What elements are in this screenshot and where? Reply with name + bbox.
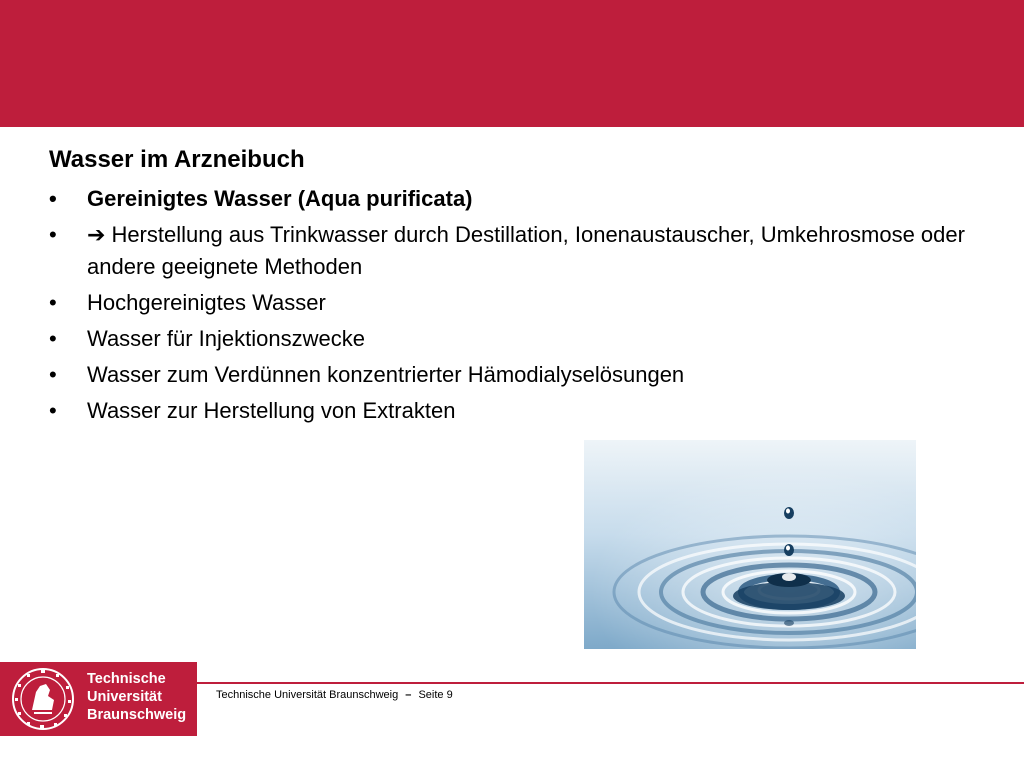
footer-institution: Technische Universität Braunschweig xyxy=(216,689,399,701)
bullet-item-haemodialyse xyxy=(49,359,989,391)
footer-page-number: Seite 9 xyxy=(418,689,453,701)
slide-content xyxy=(49,143,989,431)
logo-line-3: Braunschweig xyxy=(87,707,187,723)
bullet-list xyxy=(49,183,989,427)
logo-wordmark xyxy=(87,670,186,724)
footer-divider xyxy=(197,682,1024,684)
logo-line-1: Technische xyxy=(87,671,166,687)
footer-separator: – xyxy=(405,689,412,701)
bullet-dot: • xyxy=(49,290,57,315)
bullet-item-hochgereinigt xyxy=(49,287,989,319)
bullet-text: Wasser zum Verdünnen konzentrierter Hämodialyselösungen xyxy=(87,362,685,387)
bullet-text: Gereinigtes Wasser (Aqua purificata) xyxy=(87,186,473,211)
bullet-dot: • xyxy=(49,362,57,387)
slide-title: Wasser im Arzneibuch xyxy=(49,146,305,173)
bullet-item-aqua-purificata xyxy=(49,183,989,215)
bullet-item-injektion xyxy=(49,323,989,355)
bullet-text: Wasser zur Herstellung von Extrakten xyxy=(87,398,456,423)
bullet-text: Herstellung aus Trinkwasser durch Destillation, Ionenaustauscher, Umkehrosmose oder andere geeignete Methoden xyxy=(87,222,965,279)
bullet-dot: • xyxy=(49,222,57,247)
bullet-item-herstellung xyxy=(49,219,989,283)
water-drop-ripple-photo xyxy=(584,440,916,649)
arrow-icon: ➔ xyxy=(87,222,106,247)
bullet-text: Wasser für Injektionszwecke xyxy=(87,326,365,351)
footer-text xyxy=(216,689,453,701)
bullet-item-extrakte xyxy=(49,395,989,427)
university-logo xyxy=(0,662,197,736)
header-band xyxy=(0,0,1024,127)
logo-line-2: Universität xyxy=(87,689,162,705)
water-drop-ripple-icon xyxy=(584,440,916,649)
bullet-dot: • xyxy=(49,326,57,351)
bullet-dot: • xyxy=(49,398,57,423)
bullet-dot: • xyxy=(49,186,57,211)
university-seal-icon xyxy=(10,666,76,732)
bullet-text: Hochgereinigtes Wasser xyxy=(87,290,326,315)
